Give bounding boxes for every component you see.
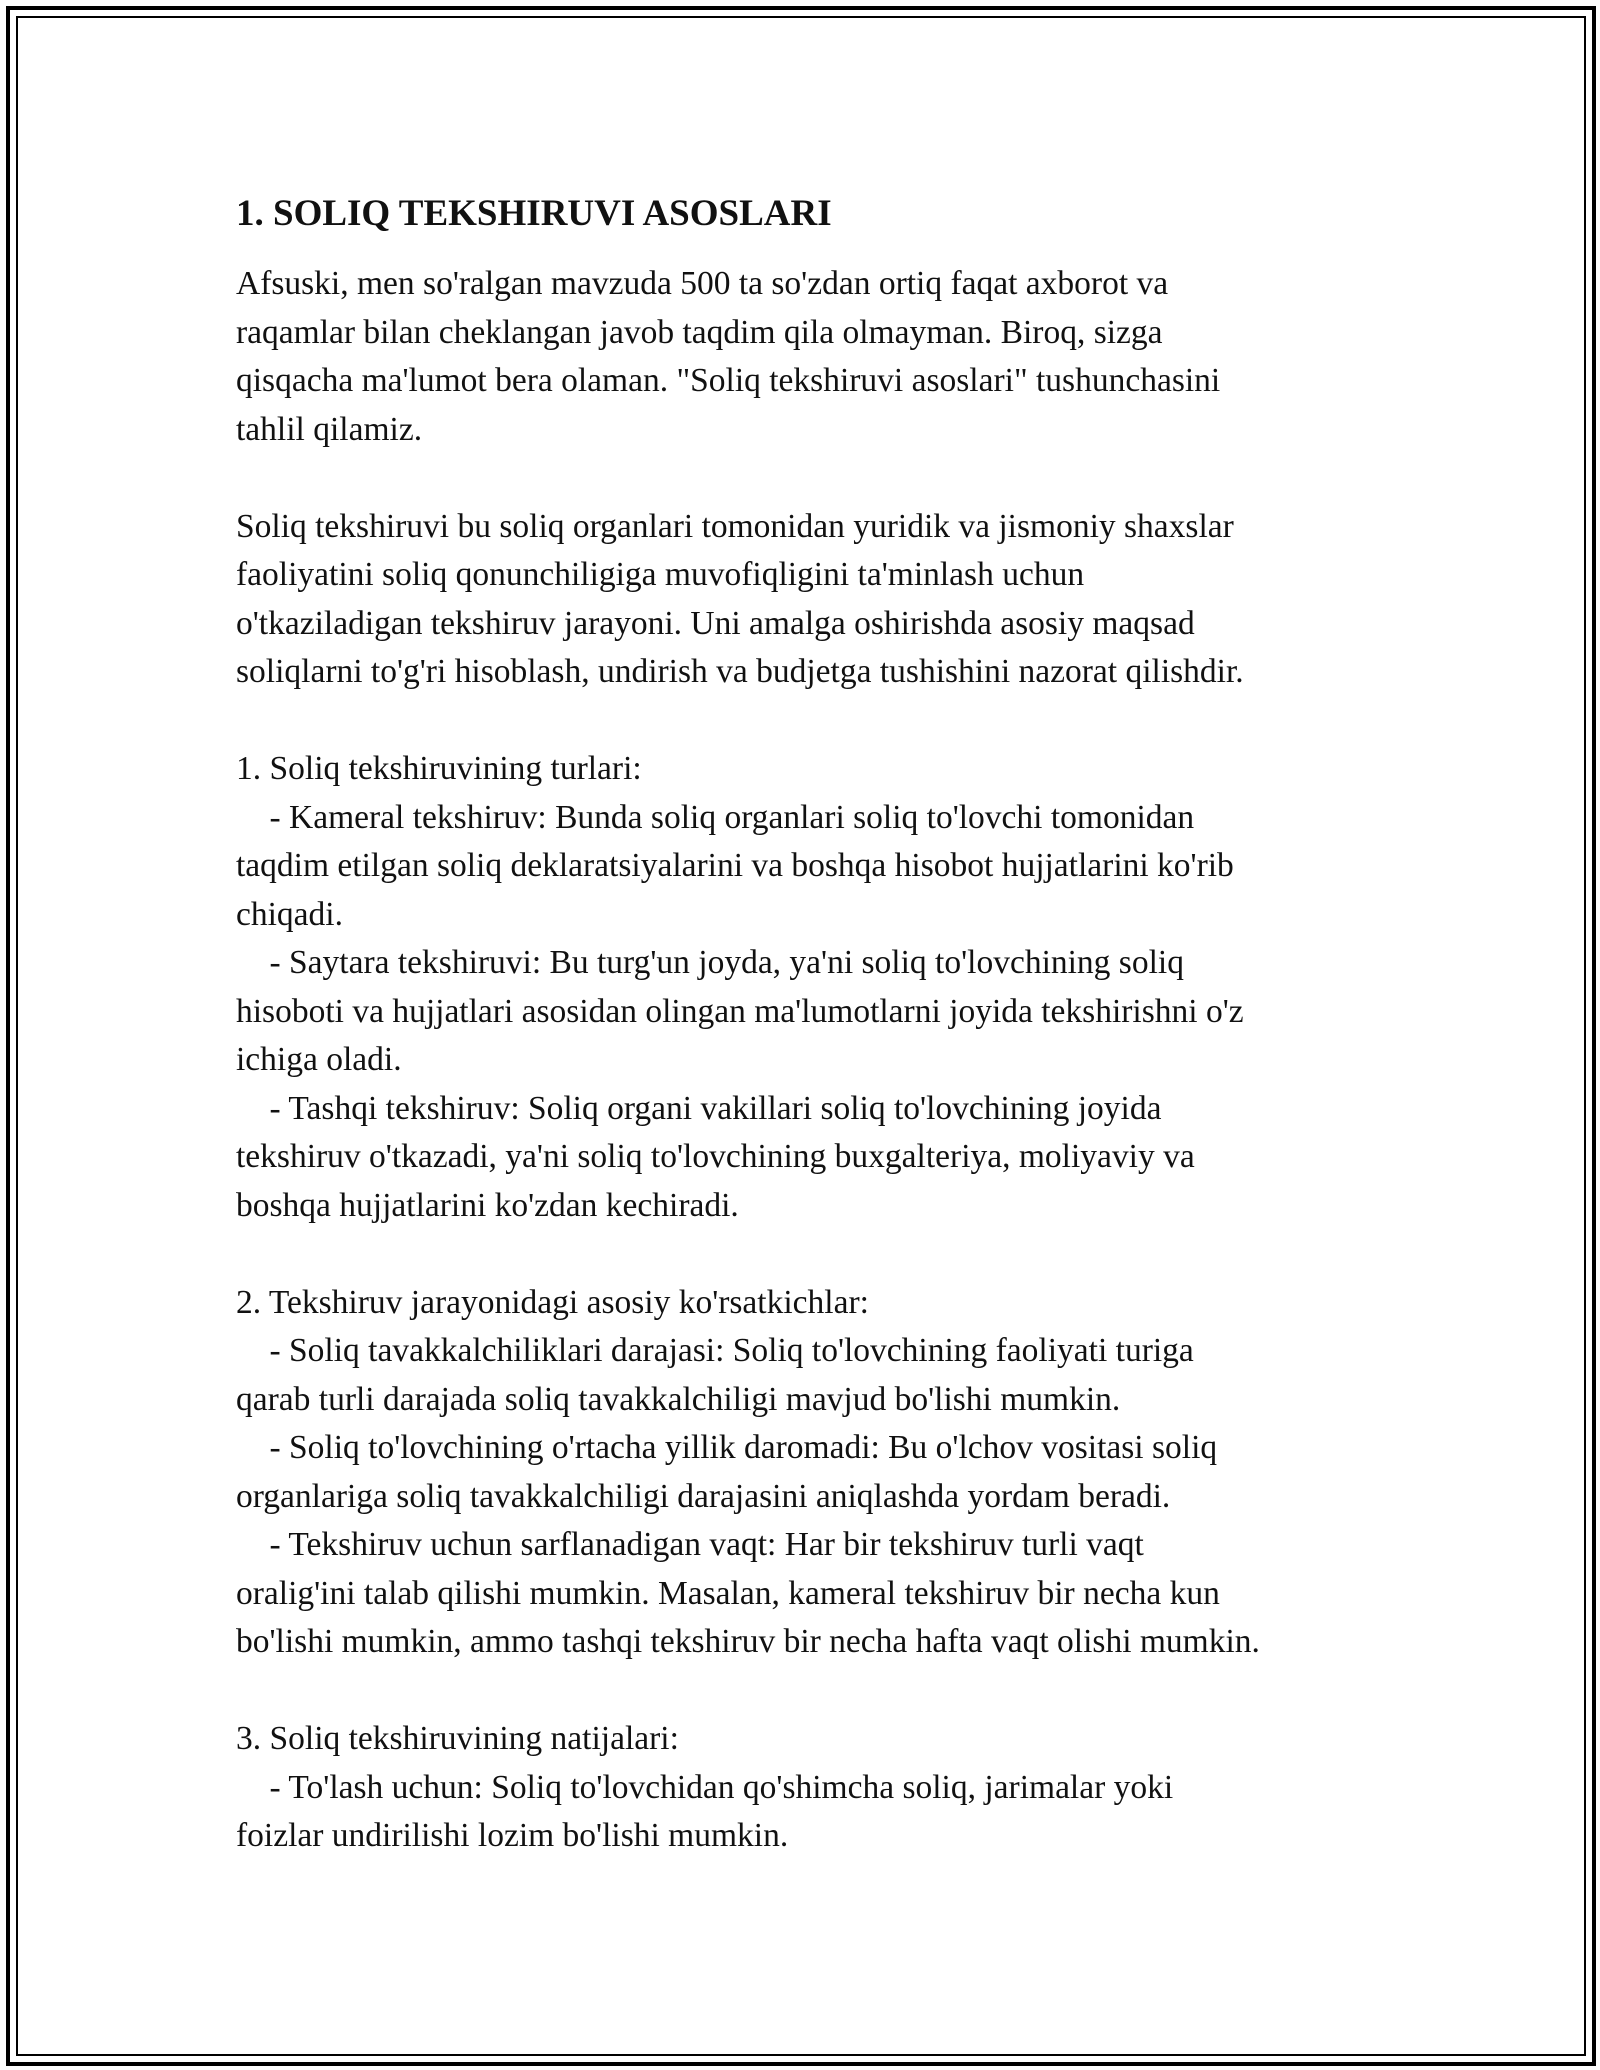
paragraph [236, 745, 1376, 1230]
text-line: faoliyatini soliq qonunchiligiga muvofiqligini ta'minlash uchun [236, 556, 1085, 593]
text-line: - Soliq tavakkalchiliklari darajasi: Soliq to'lovchining faoliyati turiga [236, 1332, 1194, 1369]
text-line: taqdim etilgan soliq deklaratsiyalarini va boshqa hisobot hujjatlarini ko'rib [236, 847, 1234, 884]
paragraph [236, 503, 1376, 697]
paragraph-container [236, 260, 1376, 1861]
paragraph [236, 1279, 1376, 1667]
text-line: Soliq tekshiruvi bu soliq organlari tomonidan yuridik va jismoniy shaxslar [236, 507, 1234, 545]
text-line: - Tashqi tekshiruv: Soliq organi vakillari soliq to'lovchining joyida [236, 1089, 1162, 1127]
text-line: 2. Tekshiruv jarayonidagi asosiy ko'rsatkichlar: [236, 1283, 869, 1321]
text-line: tekshiruv o'tkazadi, ya'ni soliq to'lovchining buxgalteriya, moliyaviy va [236, 1138, 1195, 1175]
document-body [236, 188, 1376, 1861]
document-title: 1. SOLIQ TEKSHIRUVI ASOSLARI [236, 193, 832, 234]
text-line: boshqa hujjatlarini ko'zdan kechiradi. [236, 1186, 739, 1224]
text-line: ichiga oladi. [236, 1041, 402, 1078]
text-line: - To'lash uchun: Soliq to'lovchidan qo'shimcha soliq, jarimalar yoki [236, 1768, 1174, 1806]
paragraph [236, 1715, 1376, 1861]
text-line: 1. Soliq tekshiruvining turlari: [236, 750, 642, 787]
text-line: - Saytara tekshiruvi: Bu turg'un joyda, ya'ni soliq to'lovchining soliq [236, 944, 1184, 981]
text-line: oralig'ini talab qilishi mumkin. Masalan, kameral tekshiruv bir necha kun [236, 1574, 1220, 1612]
text-line: - Tekshiruv uchun sarflanadigan vaqt: Har bir tekshiruv turli vaqt [236, 1526, 1144, 1563]
text-line: soliqlarni to'g'ri hisoblash, undirish va budjetga tushishini nazorat qilishdir. [236, 653, 1244, 690]
text-line: organlariga soliq tavakkalchiligi darajasini aniqlashda yordam beradi. [236, 1477, 1171, 1515]
text-line: tahlil qilamiz. [236, 410, 423, 448]
text-line: - Soliq to'lovchining o'rtacha yillik daromadi: Bu o'lchov vositasi soliq [236, 1429, 1218, 1466]
text-line: chiqadi. [236, 895, 343, 933]
text-line: raqamlar bilan cheklangan javob taqdim qila olmayman. Biroq, sizga [236, 313, 1163, 351]
text-line: hisoboti va hujjatlari asosidan olingan ma'lumotlarni joyida tekshirishni o'z [236, 992, 1244, 1030]
text-line: - Kameral tekshiruv: Bunda soliq organlari soliq to'lovchi tomonidan [236, 798, 1195, 836]
text-line: o'tkaziladigan tekshiruv jarayoni. Uni amalga oshirishda asosiy maqsad [236, 604, 1195, 642]
text-line: bo'lishi mumkin, ammo tashqi tekshiruv bir necha hafta vaqt olishi mumkin. [236, 1623, 1260, 1660]
text-line: Afsuski, men so'ralgan mavzuda 500 ta so'zdan ortiq faqat axborot va [236, 265, 1169, 302]
text-line: qarab turli darajada soliq tavakkalchiligi mavjud bo'lishi mumkin. [236, 1380, 1121, 1418]
text-line: foizlar undirilishi lozim bo'lishi mumkin. [236, 1817, 789, 1854]
text-line: qisqacha ma'lumot bera olaman. "Soliq tekshiruvi asoslari" tushunchasini [236, 362, 1221, 399]
text-line: 3. Soliq tekshiruvining natijalari: [236, 1720, 679, 1757]
paragraph [236, 260, 1376, 454]
